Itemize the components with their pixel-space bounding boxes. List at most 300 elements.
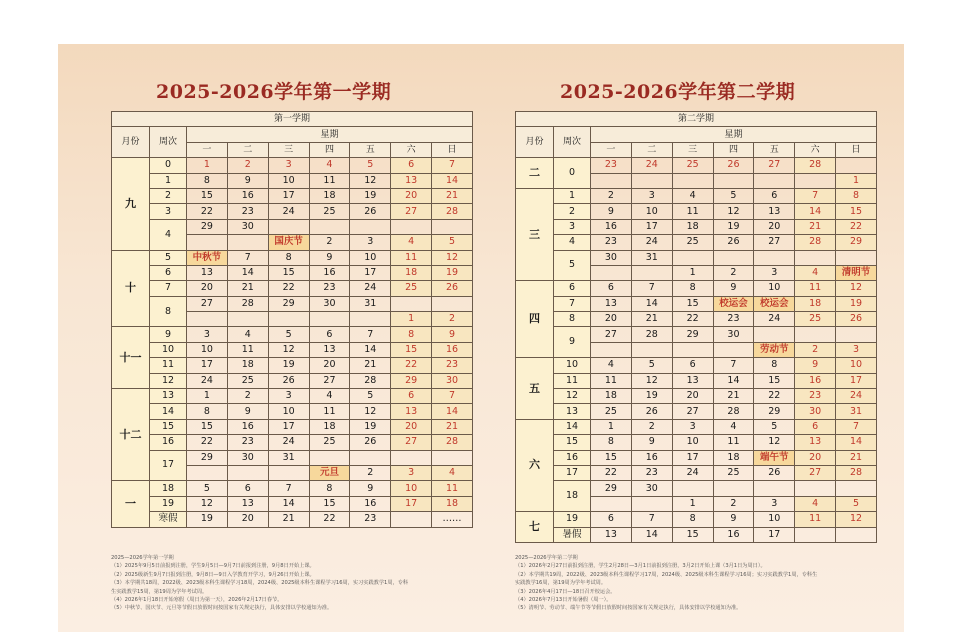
day-cell: 6 (795, 419, 836, 434)
day-cell: 21 (432, 188, 473, 203)
day-cell: 20 (391, 419, 432, 434)
week-number: 4 (150, 219, 187, 250)
day-cell (754, 173, 795, 188)
day-cell: 20 (591, 312, 632, 327)
day-cell: 11 (591, 373, 632, 388)
note-line: 2025—2026学年第二学期 (515, 555, 578, 561)
day-cell: 8 (187, 404, 228, 419)
holiday-cell: 校运会 (754, 296, 795, 311)
day-cell (187, 235, 228, 250)
day-cell: 3 (268, 389, 309, 404)
day-cell: 15 (836, 204, 877, 219)
week-header: 周次 (554, 127, 591, 158)
day-cell (672, 342, 713, 357)
day-cell: 27 (391, 435, 432, 450)
week-header: 周次 (150, 127, 187, 158)
day-cell (268, 465, 309, 480)
day-cell: 21 (350, 358, 391, 373)
week-number: 11 (150, 358, 187, 373)
month-cell: 十一 (112, 327, 150, 389)
day-cell (268, 219, 309, 234)
day-cell: 18 (227, 358, 268, 373)
day-cell: 21 (631, 312, 672, 327)
day-cell: 15 (268, 265, 309, 280)
day-cell (227, 235, 268, 250)
day-cell: 30 (713, 327, 754, 342)
day-cell: 26 (836, 312, 877, 327)
note-line: （1）2025年9月5日前报到注册，学生9月5日—9月7日前报到注册，9月8日开始上课。 (111, 563, 315, 570)
week-row (112, 496, 473, 511)
day-cell: 1 (672, 496, 713, 511)
day-cell: 20 (227, 512, 268, 527)
day-cell: 28 (631, 327, 672, 342)
day-cell: 14 (350, 342, 391, 357)
week-number: 15 (150, 419, 187, 434)
month-cell: 二 (516, 158, 554, 189)
week-row (112, 327, 473, 342)
day-cell: 17 (391, 496, 432, 511)
day-cell: 6 (591, 281, 632, 296)
day-cell: 19 (187, 512, 228, 527)
month-cell: 五 (516, 358, 554, 420)
week-row (112, 296, 473, 311)
day-cell: 28 (432, 204, 473, 219)
day-cell: 28 (350, 373, 391, 388)
day-cell: 16 (227, 188, 268, 203)
holiday-cell: 端午节 (754, 450, 795, 465)
week-row (516, 250, 877, 265)
day-cell: 23 (795, 389, 836, 404)
week-row (112, 173, 473, 188)
header-row (516, 127, 877, 142)
day-cell: 29 (268, 296, 309, 311)
week-number: 13 (554, 404, 591, 419)
day-cell: 26 (631, 404, 672, 419)
day-cell: 4 (432, 465, 473, 480)
week-row (516, 419, 877, 434)
day-cell: 7 (350, 327, 391, 342)
day-cell: 30 (227, 450, 268, 465)
day-cell (591, 265, 632, 280)
month-cell: 一 (112, 481, 150, 527)
week-number: 8 (554, 312, 591, 327)
day-cell: 27 (591, 327, 632, 342)
day-cell (672, 250, 713, 265)
day-cell (187, 312, 228, 327)
day-cell: 19 (432, 265, 473, 280)
table-title: 第一学期 (112, 112, 473, 127)
day-cell: 16 (713, 527, 754, 542)
day-cell: 9 (432, 327, 473, 342)
day-cell: 28 (795, 158, 836, 173)
day-cell: 7 (432, 389, 473, 404)
day-cell: 2 (309, 235, 350, 250)
day-cell: 12 (713, 204, 754, 219)
day-cell: 10 (350, 250, 391, 265)
day-cell: 15 (187, 188, 228, 203)
week-row (112, 404, 473, 419)
day-cell (836, 527, 877, 542)
day-cell (432, 296, 473, 311)
weekday-header: 星期 (187, 127, 473, 142)
day-cell: 10 (187, 342, 228, 357)
week-number: 0 (150, 158, 187, 173)
week-number: 7 (150, 281, 187, 296)
day-cell: 16 (631, 450, 672, 465)
day-cell: 19 (350, 188, 391, 203)
day-cell: 20 (391, 188, 432, 203)
day-cell: 16 (350, 496, 391, 511)
weekday-cell: 六 (795, 142, 836, 157)
day-cell: 22 (187, 204, 228, 219)
day-cell: 5 (754, 419, 795, 434)
day-cell: 23 (591, 235, 632, 250)
day-cell: 25 (672, 235, 713, 250)
holiday-cell: 清明节 (836, 265, 877, 280)
week-row (516, 373, 877, 388)
day-cell (795, 527, 836, 542)
week-number: 12 (554, 389, 591, 404)
day-cell (391, 512, 432, 527)
week-number: 19 (554, 512, 591, 527)
week-row (516, 389, 877, 404)
day-cell: 10 (754, 512, 795, 527)
day-cell: 4 (591, 358, 632, 373)
weekday-cell: 五 (350, 142, 391, 157)
day-cell (795, 481, 836, 496)
week-row (516, 358, 877, 373)
day-cell: 5 (713, 188, 754, 203)
day-cell: 8 (268, 250, 309, 265)
day-cell: 12 (631, 373, 672, 388)
day-cell: 2 (227, 158, 268, 173)
day-cell: 19 (631, 389, 672, 404)
day-cell: 4 (795, 496, 836, 511)
weekday-cell: 日 (432, 142, 473, 157)
week-row (516, 435, 877, 450)
week-row (516, 450, 877, 465)
day-cell: 1 (391, 312, 432, 327)
day-cell: 31 (631, 250, 672, 265)
header-row (112, 112, 473, 127)
day-cell: 18 (591, 389, 632, 404)
day-cell: 21 (795, 219, 836, 234)
week-row (112, 373, 473, 388)
day-cell: 9 (227, 173, 268, 188)
day-cell: 18 (309, 419, 350, 434)
week-number: 11 (554, 373, 591, 388)
day-cell: 24 (268, 435, 309, 450)
sem2-notes (515, 554, 875, 613)
holiday-cell: 国庆节 (268, 235, 309, 250)
day-cell: 13 (309, 342, 350, 357)
day-cell: 22 (391, 358, 432, 373)
holiday-cell: 校运会 (713, 296, 754, 311)
day-cell: 2 (432, 312, 473, 327)
month-cell: 六 (516, 419, 554, 511)
day-cell: 22 (591, 465, 632, 480)
month-cell: 九 (112, 158, 150, 250)
day-cell: 23 (309, 281, 350, 296)
weekday-cell: 二 (227, 142, 268, 157)
day-cell: 2 (713, 265, 754, 280)
weekday-header: 星期 (591, 127, 877, 142)
day-cell: 20 (795, 450, 836, 465)
calendar-poster (58, 44, 904, 632)
day-cell (631, 496, 672, 511)
day-cell (795, 173, 836, 188)
day-cell (350, 450, 391, 465)
day-cell: 26 (350, 435, 391, 450)
week-row (516, 465, 877, 480)
day-cell: 12 (350, 404, 391, 419)
day-cell: 4 (672, 188, 713, 203)
day-cell (713, 173, 754, 188)
month-cell: 十二 (112, 389, 150, 481)
day-cell (591, 173, 632, 188)
day-cell: 10 (754, 281, 795, 296)
day-cell (350, 219, 391, 234)
day-cell: 25 (227, 373, 268, 388)
day-cell: 15 (672, 296, 713, 311)
day-cell: 9 (309, 250, 350, 265)
day-cell: 14 (713, 373, 754, 388)
day-cell: 27 (391, 204, 432, 219)
week-row (112, 265, 473, 280)
week-number: 18 (150, 481, 187, 496)
day-cell: 30 (309, 296, 350, 311)
week-number: 0 (554, 158, 591, 189)
day-cell: 28 (713, 404, 754, 419)
day-cell: 14 (631, 296, 672, 311)
day-cell: 15 (672, 527, 713, 542)
day-cell: 22 (309, 512, 350, 527)
week-number: 17 (150, 450, 187, 481)
day-cell: 23 (432, 358, 473, 373)
day-cell: 1 (836, 173, 877, 188)
day-cell: 25 (309, 204, 350, 219)
day-cell: 9 (713, 512, 754, 527)
day-cell: 20 (672, 389, 713, 404)
day-cell: 26 (713, 158, 754, 173)
day-cell: 24 (631, 158, 672, 173)
day-cell: …… (432, 512, 473, 527)
day-cell: 14 (795, 204, 836, 219)
day-cell: 26 (713, 235, 754, 250)
day-cell: 11 (795, 281, 836, 296)
day-cell: 1 (672, 265, 713, 280)
day-cell (836, 250, 877, 265)
day-cell: 6 (309, 327, 350, 342)
day-cell: 20 (187, 281, 228, 296)
day-cell (631, 342, 672, 357)
day-cell: 7 (432, 158, 473, 173)
week-row (112, 188, 473, 203)
day-cell: 18 (432, 496, 473, 511)
week-row (516, 296, 877, 311)
note-line: （4）2026年7月13日开始暑假（周一）。 (515, 597, 612, 604)
day-cell: 6 (391, 389, 432, 404)
week-row (516, 527, 877, 542)
day-cell: 3 (836, 342, 877, 357)
day-cell (309, 450, 350, 465)
sem1-title: 2025-2026学年第一学期 (156, 81, 392, 103)
week-row (112, 158, 473, 173)
day-cell: 12 (187, 496, 228, 511)
day-cell: 27 (795, 465, 836, 480)
note-line: （5）清明节、劳动节、端午节等节假日放假时间按国家有关规定执行，具体安排以学校通知为准。 (515, 605, 742, 612)
weekday-cell: 三 (268, 142, 309, 157)
day-cell: 17 (672, 450, 713, 465)
day-cell (391, 219, 432, 234)
day-cell: 31 (836, 404, 877, 419)
day-cell: 20 (309, 358, 350, 373)
day-cell: 23 (227, 435, 268, 450)
day-cell: 30 (227, 219, 268, 234)
day-cell: 29 (187, 450, 228, 465)
week-number: 1 (150, 173, 187, 188)
day-cell: 30 (631, 481, 672, 496)
note-line: （1）2026年2月27日前报到注册，学生2月28日—3月1日前报到注册，3月2日开始上课（3月1日为周日）。 (515, 563, 766, 570)
day-cell: 28 (432, 435, 473, 450)
day-cell: 25 (309, 435, 350, 450)
day-cell: 30 (591, 250, 632, 265)
day-cell (227, 465, 268, 480)
day-cell: 2 (631, 419, 672, 434)
day-cell (268, 312, 309, 327)
day-cell: 4 (309, 158, 350, 173)
week-row (516, 219, 877, 234)
week-number: 10 (554, 358, 591, 373)
week-number: 12 (150, 373, 187, 388)
day-cell: 23 (713, 312, 754, 327)
day-cell: 3 (350, 235, 391, 250)
week-number: 15 (554, 435, 591, 450)
week-number: 10 (150, 342, 187, 357)
day-cell (227, 312, 268, 327)
day-cell: 9 (227, 404, 268, 419)
day-cell: 24 (754, 312, 795, 327)
day-cell: 16 (432, 342, 473, 357)
week-row (112, 512, 473, 527)
week-row (112, 481, 473, 496)
week-number: 19 (150, 496, 187, 511)
day-cell: 18 (309, 188, 350, 203)
day-cell: 19 (268, 358, 309, 373)
day-cell: 6 (754, 188, 795, 203)
day-cell: 9 (350, 481, 391, 496)
day-cell: 29 (187, 219, 228, 234)
day-cell: 14 (268, 496, 309, 511)
day-cell: 25 (795, 312, 836, 327)
day-cell: 21 (227, 281, 268, 296)
day-cell: 14 (836, 435, 877, 450)
day-cell: 9 (713, 281, 754, 296)
day-cell: 8 (391, 327, 432, 342)
day-cell: 25 (591, 404, 632, 419)
day-cell: 6 (672, 358, 713, 373)
week-number: 暑假 (554, 527, 591, 542)
day-cell (754, 327, 795, 342)
day-cell: 2 (227, 389, 268, 404)
day-cell: 4 (391, 235, 432, 250)
day-cell: 12 (836, 512, 877, 527)
day-cell: 23 (591, 158, 632, 173)
day-cell: 5 (268, 327, 309, 342)
day-cell: 14 (432, 173, 473, 188)
day-cell: 27 (187, 296, 228, 311)
day-cell: 29 (591, 481, 632, 496)
day-cell: 22 (836, 219, 877, 234)
day-cell: 24 (268, 204, 309, 219)
day-cell (591, 496, 632, 511)
month-cell: 三 (516, 188, 554, 280)
day-cell: 11 (432, 481, 473, 496)
sem1-notes (111, 554, 471, 613)
day-cell: 13 (672, 373, 713, 388)
day-cell: 6 (227, 481, 268, 496)
day-cell: 7 (836, 419, 877, 434)
weekday-cell: 五 (754, 142, 795, 157)
day-cell: 18 (391, 265, 432, 280)
weekday-cell: 三 (672, 142, 713, 157)
day-cell: 20 (754, 219, 795, 234)
day-cell: 3 (631, 188, 672, 203)
day-cell (795, 250, 836, 265)
holiday-cell: 劳动节 (754, 342, 795, 357)
month-cell: 四 (516, 281, 554, 358)
day-cell (309, 219, 350, 234)
month-cell: 十 (112, 250, 150, 327)
day-cell: 4 (309, 389, 350, 404)
day-cell: 10 (268, 173, 309, 188)
day-cell: 21 (713, 389, 754, 404)
day-cell: 8 (187, 173, 228, 188)
day-cell (672, 481, 713, 496)
week-number: 1 (554, 188, 591, 203)
day-cell: 15 (187, 419, 228, 434)
day-cell: 3 (754, 265, 795, 280)
day-cell: 17 (754, 527, 795, 542)
day-cell: 8 (836, 188, 877, 203)
day-cell: 25 (391, 281, 432, 296)
week-number: 5 (554, 250, 591, 281)
day-cell: 25 (713, 465, 754, 480)
day-cell: 17 (350, 265, 391, 280)
week-row (112, 342, 473, 357)
day-cell: 1 (187, 389, 228, 404)
week-number: 2 (150, 188, 187, 203)
week-row (516, 512, 877, 527)
day-cell: 26 (350, 204, 391, 219)
day-cell: 16 (591, 219, 632, 234)
day-cell: 23 (227, 204, 268, 219)
week-row (112, 281, 473, 296)
day-cell (432, 450, 473, 465)
day-cell: 25 (672, 158, 713, 173)
weekday-cell: 日 (836, 142, 877, 157)
day-cell: 5 (350, 389, 391, 404)
day-cell: 11 (713, 435, 754, 450)
day-cell: 31 (268, 450, 309, 465)
holiday-cell: 中秋节 (187, 250, 228, 265)
day-cell: 17 (268, 188, 309, 203)
week-row (516, 235, 877, 250)
week-number: 4 (554, 235, 591, 250)
day-cell: 26 (432, 281, 473, 296)
day-cell: 9 (631, 435, 672, 450)
day-cell: 3 (268, 158, 309, 173)
